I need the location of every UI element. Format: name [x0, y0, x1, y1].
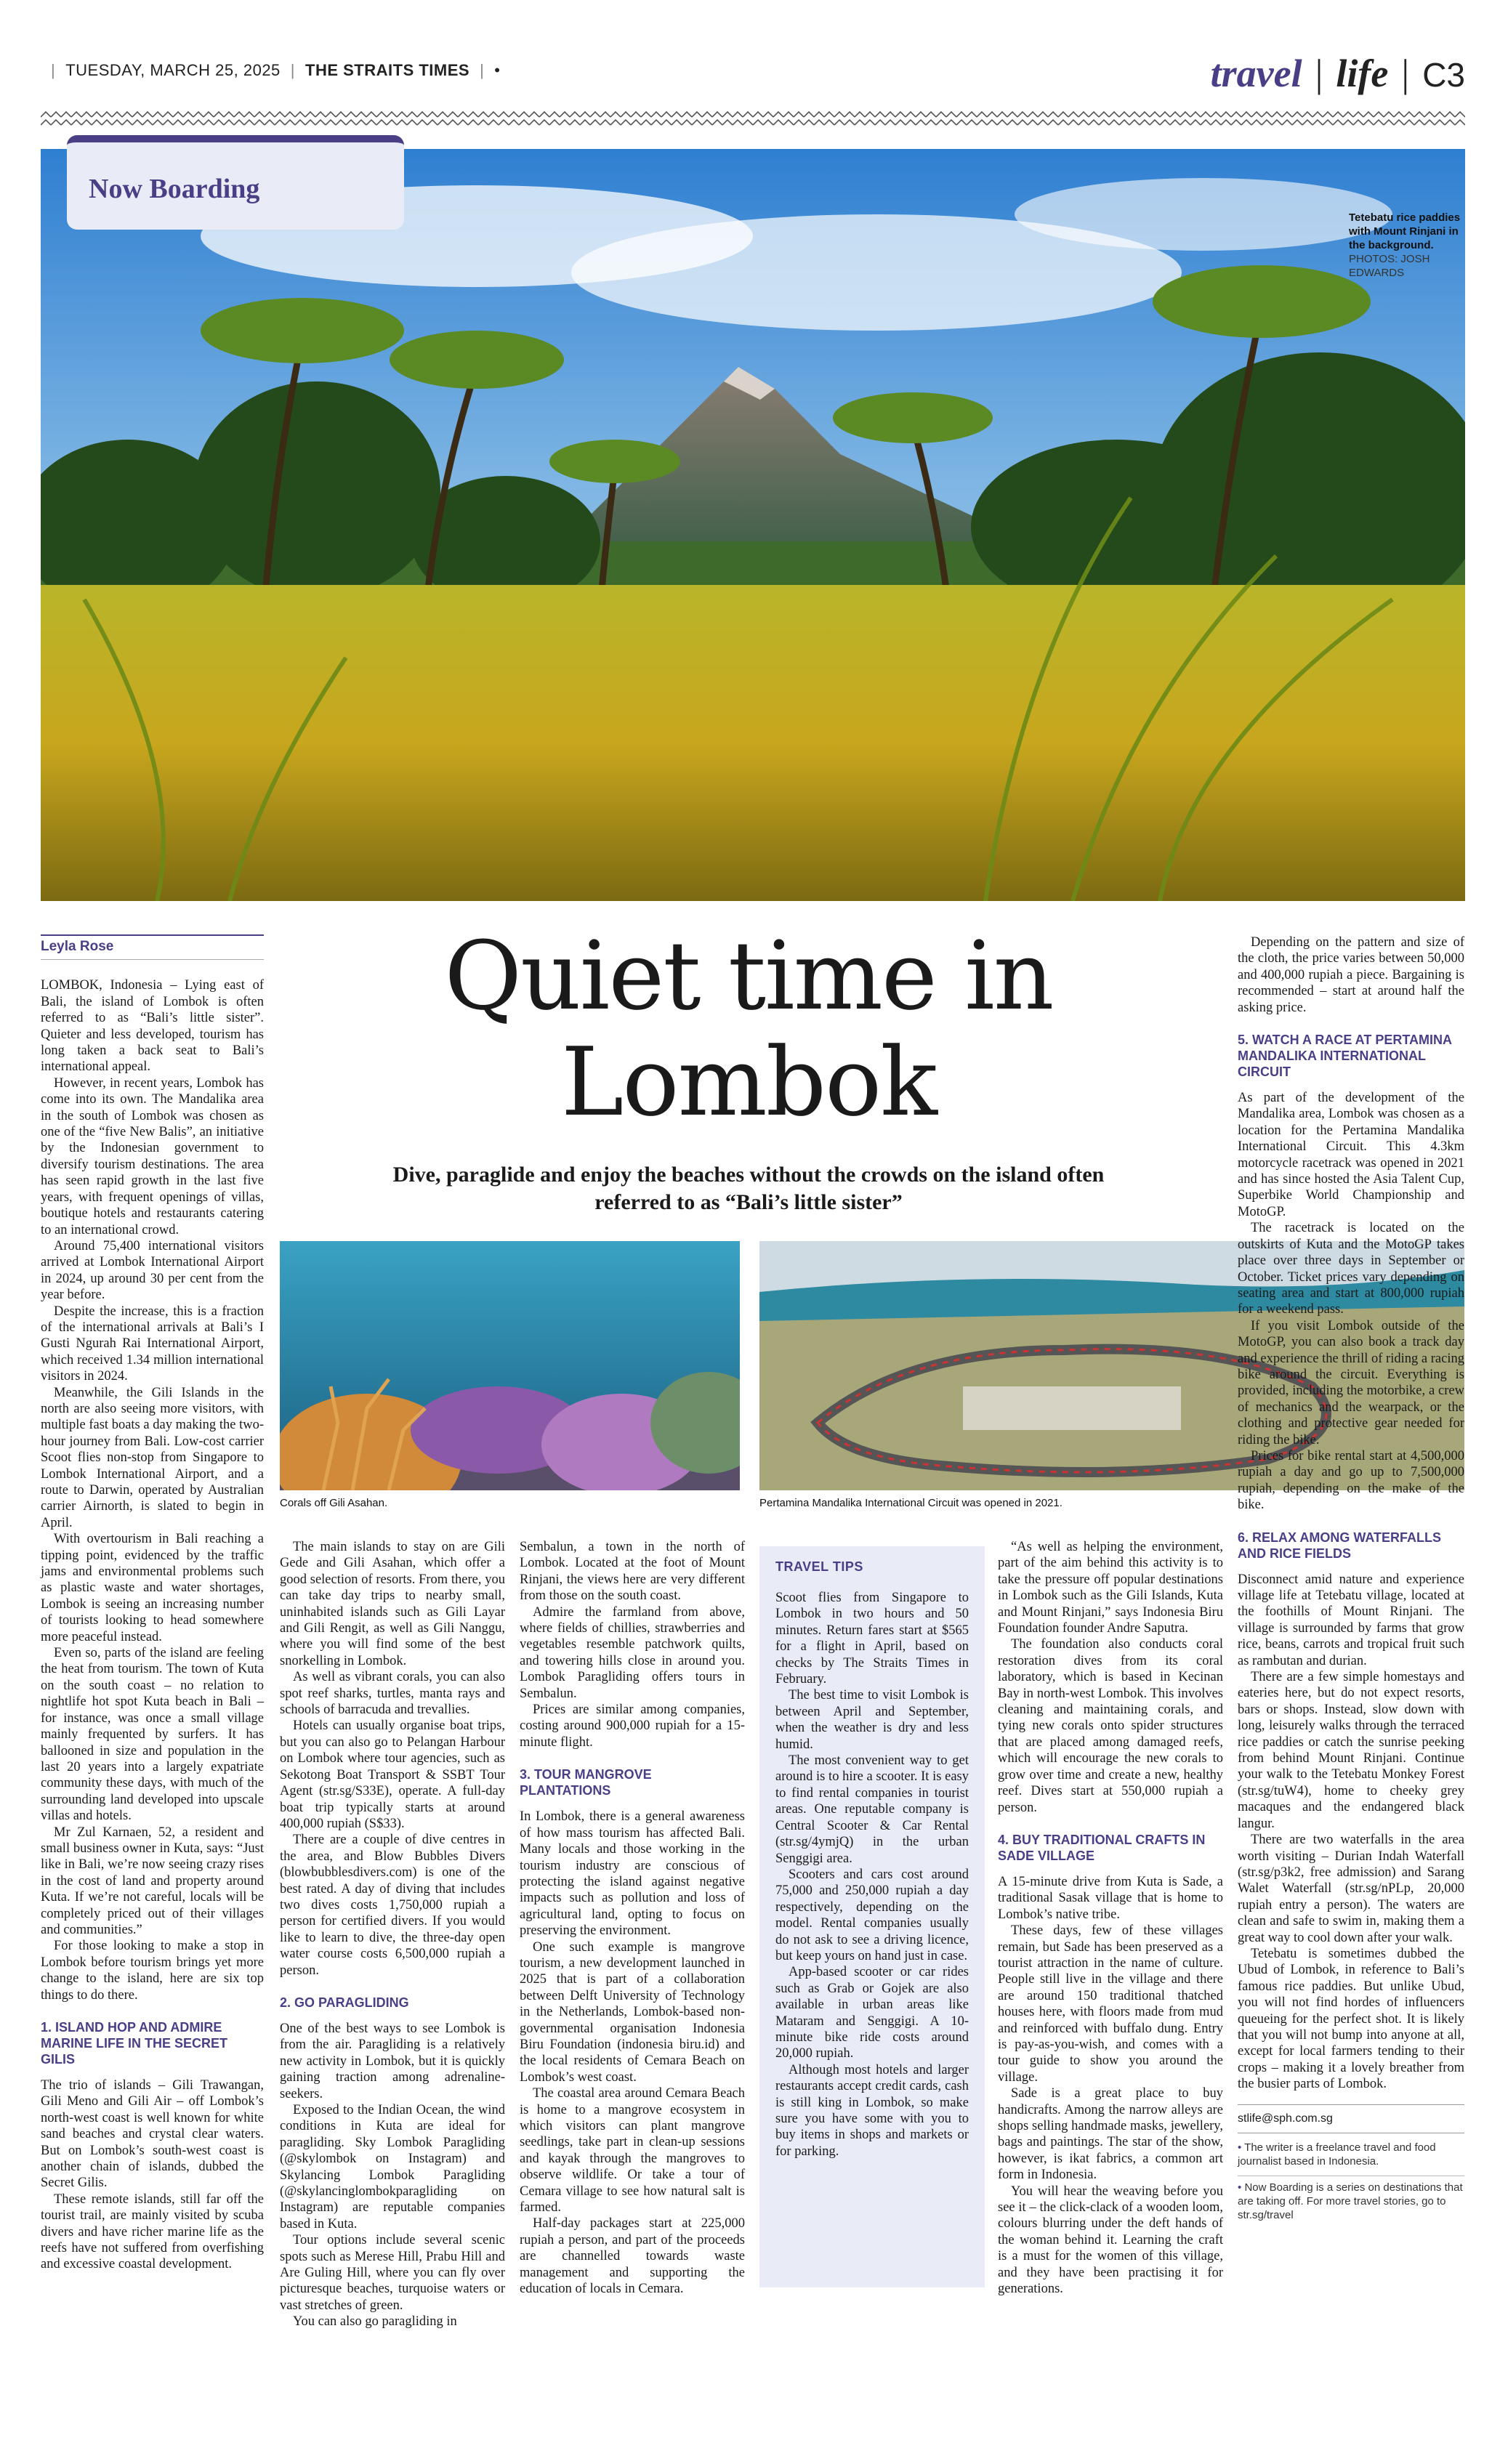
contact-email[interactable]: stlife@sph.com.sg [1238, 2104, 1464, 2133]
hero-photo [41, 149, 1465, 901]
paragraph: Admire the farmland from above, where fields of chillies, strawberries and vegetables resemble patchwork quilts, and towering hills close in around you. Lombok Paragliding offers tours in Sembalun. [520, 1604, 745, 1701]
paragraph: Meanwhile, the Gili Islands in the north are also seeing more visitors, with multiple fast boats a day making the two-hour journey from Bali. Low-cost carrier Scoot flies non-stop from Singapore to Lombok International Airport, and a route to Darwin, operated by Australian carrier Airnorth, is slated to begin in April. [41, 1385, 264, 1530]
paragraph: There are a couple of dive centres in the area, and Blow Bubbles Divers (blowbubblesdivers.com) is one of the best rated. A day of diving that includes two dives costs 1,750,000 rupiah a person for certified divers. If you would like to learn to dive, the three-day open water course costs 6,500,000 rupiah a person. [280, 1833, 505, 1978]
paragraph: You will hear the weaving before you see it – the click-clack of a wooden loom, colours blurring under the deft hands of the woman behind it. Learning the craft is a must for the women of this village, and they have been practising it for generations. [998, 2184, 1223, 2297]
paragraph: Around 75,400 international visitors arrived at Lombok International Airport in 2024, up around 30 per cent from the year before. [41, 1238, 264, 1303]
byline: Leyla Rose [41, 934, 264, 960]
section-heading-5: 5. WATCH A RACE AT PERTAMINA MANDALIKA INTERNATIONAL CIRCUIT [1238, 1033, 1452, 1080]
tip-paragraph: App-based scooter or car rides such as Grab or Gojek are also available in urban areas like Mataram and Senggigi. A 10-minute bike ride costs around 20,000 rupiah. [775, 1965, 969, 2061]
paragraph: The trio of islands – Gili Trawangan, Gili Meno and Gili Air – off Lombok’s north-west coast is well known for white sand beaches and crystal clear waters. But on Lombok’s south-west coast is another chain of islands, dubbed the Secret Gilis. [41, 2078, 264, 2191]
paragraph: You can also go paragliding in [293, 2314, 457, 2330]
paragraph: Despite the increase, this is a fraction of the international arrivals at Bali’s I Gusti Ngurah Rai International Airport, which received 1.34 million international visitors in 2024. [41, 1304, 264, 1384]
paragraph: However, in recent years, Lombok has come into its own. The Mandalika area in the south of Lombok was chosen as one of the “five New Balis”, an initiative by the Indonesian government to diversify tourism destinations. The area has seen rapid growth in the last five years, with frequent openings of villas, boutique hotels and restaurants catering to an international crowd. [41, 1075, 264, 1237]
paragraph: These remote islands, still far off the tourist trail, are mainly visited by scuba divers and have richer marine life as the reefs have not suffered from overfishing and excessive coastal development. [41, 2192, 264, 2272]
paragraph: The main islands to stay on are Gili Gede and Gili Asahan, which offer a good selection of resorts. From there, you can take day trips to nearby small, uninhabited islands such as Gili Layar and Gili Rengit, as well as Gili Nanggu, where you will find some of the best snorkelling in Lombok. [280, 1540, 505, 1668]
paragraph: “As well as helping the environment, part of the aim behind this activity is to take the pressure off popular destinations in Lombok such as the Gili Islands, Kuta and Mount Rinjani,” says Indonesia Biru Foundation founder Andre Saputra. [998, 1540, 1223, 1636]
page-number: C3 [1422, 56, 1465, 94]
paragraph: Half-day packages start at 225,000 rupiah a person, and part of the proceeds are channelled towards waste management and supporting the education of locals in Cemara. [520, 2216, 745, 2297]
paragraph: LOMBOK, Indonesia – Lying east of Bali, the island of Lombok is often referred to as “Bali’s little sister”. Quieter and less developed, tourism has long taken a back seat to Bali’s international appeal. [41, 978, 264, 1075]
rice-paddy-landscape-image [41, 149, 1465, 901]
paragraph: Prices are similar among companies, costing around 900,000 rupiah for a 15-minute flight. [520, 1702, 745, 1750]
paper-name: THE STRAITS TIMES [305, 61, 470, 79]
section-brand [1211, 51, 1465, 96]
section-divider: | [1401, 52, 1410, 95]
paragraph: In Lombok, there is a general awareness of how mass tourism has affected Bali. Many locals and those working in the tourism industry are conscious of protecting the island against negative impacts such as pollution and loss of agricultural land, opting to focus on preserving the environment. [520, 1809, 745, 1939]
tip-paragraph: Scooters and cars cost around 75,000 and 250,000 rupiah a day respectively, depending on the model. Rental companies usually do not ask to see a driving licence, but keep yours on hand just in case. [775, 1867, 969, 1963]
paragraph: Mr Zul Karnaen, 52, a resident and small business owner in Kuta, says: “Just like in Bali, we’re now seeing crazy rises in the cost of land and property around Kuta. If we’re not careful, locals will be completely priced out of their villages and communities.” [41, 1825, 264, 1937]
paragraph: Sembalun, a town in the north of Lombok. Located at the foot of Mount Rinjani, the views here are very different from those on the south coast. [520, 1540, 745, 1604]
paragraph: For those looking to make a stop in Lombok before tourism brings yet more change to the island, here are six top things to do there. [41, 1939, 264, 2003]
tip-paragraph: The most convenient way to get around is to hire a scooter. It is easy to find rental companies in tourist areas. One reputable company is Central Scooter & Car Rental (str.sg/4ymjQ) in the urban Senggigi area. [775, 1753, 969, 1866]
circuit-photo-caption: Pertamina Mandalika International Circuit was opened in 2021. [759, 1497, 1062, 1509]
now-boarding-label: Now Boarding [89, 174, 260, 204]
article-column-2 [280, 1539, 505, 2330]
headline [276, 923, 1221, 1135]
series-note [1238, 2176, 1464, 2222]
paragraph: A 15-minute drive from Kuta is Sade, a traditional Sasak village that is home to Lombok’s native tribe. [998, 1874, 1223, 1922]
zigzag-divider [41, 110, 1465, 126]
paragraph: Even so, parts of the island are feeling the heat from tourism. The town of Kuta on the south coast – no relation to nightlife hot spot Kuta beach in Bali – for instance, was once a small village mainly frequented by surfers. It has ballooned in size and population in the last 20 years into a largely expatriate community these days, with much of the surrounding land developed into upscale villas and hotels. [41, 1646, 264, 1824]
paragraph: The coastal area around Cemara Beach is home to a mangrove ecosystem in which visitors can plant mangrove seedlings, take part in clean-up sessions and kayak through the mangroves to observe wildlife. Or take a tour of Cemara village to see how natural salt is farmed. [520, 2086, 745, 2215]
paragraph: Sade is a great place to buy handicrafts. Among the narrow alleys are shops selling handmade masks, jewellery, bags and paintings. The star of the show, however, is ikat fabrics, a common art form in Indonesia. [998, 2086, 1223, 2183]
article-column-6 [1238, 934, 1464, 2222]
section-travel: travel [1210, 52, 1302, 95]
section-heading-6: 6. RELAX AMONG WATERFALLS AND RICE FIELDS [1238, 1530, 1442, 1561]
rule-mark: | [480, 61, 485, 79]
section-life: life [1336, 52, 1389, 95]
paragraph: Hotels can usually organise boat trips, but you can also go to Pelangan Harbour on Lombok where tour agencies, such as Sekotong Boat Transport & SSBT Tour Agent (str.sg/S33E), operate. A full-day boat trip typically starts at around 400,000 rupiah (S$33). [280, 1718, 505, 1831]
coral-reef-image [280, 1241, 740, 1490]
dot-mark: • [494, 61, 501, 79]
paragraph: Tetebatu is sometimes dubbed the Ubud of Lombok, in reference to Bali’s famous rice paddies. But unlike Ubud, you will not find hordes of influencers queueing for the perfect shot. It is likely that you will not bump into anyone at all, except for local farmers tending to their crops – making it a lovely breather from the busier parts of Lombok. [1238, 1946, 1464, 2092]
section-heading-4: 4. BUY TRADITIONAL CRAFTS IN SADE VILLAGE [998, 1832, 1206, 1863]
paragraph: As well as vibrant corals, you can also spot reef sharks, turtles, manta rays and schools of barracuda and trevallies. [280, 1670, 505, 1718]
tip-paragraph: Although most hotels and larger restaurants accept credit cards, cash is still king in Lombok, so make sure you have some with you to buy items in shops and markets or for parking. [775, 2062, 969, 2159]
paragraph: The foundation also conducts coral restoration dives from its coral laboratory, which is based in Kecinan Bay in north-west Lombok. This involves cleaning and maintaining corals, and tying new corals onto spider structures that are placed among damaged reefs, which will encourage the new corals to grow over time and create a new, healthy reef. Dives start at 550,000 rupiah a person. [998, 1637, 1223, 1815]
issue-date: TUESDAY, MARCH 25, 2025 [65, 61, 281, 79]
rule-mark: | [290, 61, 296, 79]
paragraph: There are two waterfalls in the area worth visiting – Durian Indah Waterfall (str.sg/p3k2, free admission) and Sarang Walet Waterfall (str.sg/nPLp, 20,000 rupiah entry a person). The waters are clean and safe to swim in, making them a great way to cool down after your walk. [1238, 1833, 1464, 1945]
paragraph: Tour options include several scenic spots such as Merese Hill, Prabu Hill and Are Guling Hill, where you can fly over picturesque beaches, turquoise waters or vast stretches of green. [280, 2233, 505, 2313]
now-boarding-tag [67, 135, 404, 230]
photo-credit: PHOTOS: JOSH EDWARDS [1349, 253, 1430, 279]
section-divider: | [1315, 52, 1323, 95]
rule-mark: | [51, 61, 56, 79]
bullet-mark: • [1238, 2141, 1242, 2154]
masthead [41, 54, 1465, 93]
paragraph: As part of the development of the Mandalika area, Lombok was chosen as a location for the Pertamina Mandalika International Circuit. This 4.3km motorcycle racetrack was opened in 2021 and has since hosted the Asia Talent Cup, Superbike World Championship and MotoGP. [1238, 1091, 1464, 1219]
section-heading-3: 3. TOUR MANGROVE PLANTATIONS [520, 1767, 652, 1798]
headline-line-2: Lombok [560, 1027, 937, 1137]
tip-paragraph: The best time to visit Lombok is between April and September, when the weather is dry and less humid. [775, 1688, 969, 1752]
travel-tips-box [759, 1546, 985, 2287]
travel-tips-body [775, 1590, 969, 2160]
paragraph: Disconnect amid nature and experience village life at Tetebatu village, located at the foothills of Mount Rinjani. The village is surrounded by farms that grow rice, beans, carrots and tropical fruit such as rambutan and durian. [1238, 1572, 1464, 1668]
dateline [41, 61, 501, 80]
paragraph: If you visit Lombok outside of the MotoGP, you can also book a track day and experience the thrill of riding a racing bike around the circuit. Everything is provided, including the motorbike, a crew of mechanics and the wearpack, or the clothing and protective gear needed for riding the bike. [1238, 1318, 1464, 1447]
paragraph: There are a few simple homestays and eateries here, but do not expect resorts, bars or shops. Instead, slow down with long, leisurely walks through the terraced rice paddies or catch the sunrise peeking from behind Mount Rinjani. Continue your walk to the Tetebatu Monkey Forest (str.sg/tuW4), home to cheeky grey macaques and the endangered black langur. [1238, 1670, 1464, 1831]
paragraph: One of the best ways to see Lombok is from the air. Paragliding is a relatively new activity in Lombok, but it is quickly gaining traction among adrenaline-seekers. [280, 2021, 505, 2101]
paragraph: These days, few of these villages remain, but Sade has been preserved as a tourist attraction in the name of culture. People still live in the village and there are around 150 traditional thatched houses here, with floors made from mud and reinforced with buffalo dung. Entry is pay-as-you-wish, and comes with a tour guide to show you around the village. [998, 1923, 1223, 2085]
hero-caption-title: Tetebatu rice paddies with Mount Rinjani in the background. [1349, 211, 1461, 251]
headline-line-1: Quiet time in [444, 921, 1053, 1031]
coral-photo [280, 1241, 740, 1490]
hero-caption [1349, 211, 1465, 280]
writer-note-text: The writer is a freelance travel and food journalist based in Indonesia. [1238, 2141, 1436, 2168]
paragraph: With overtourism in Bali reaching a tipping point, evidenced by the traffic jams and environmental problems such as plastic waste and water shortages, Lombok is seeing an increasing number of tourists looking to head somewhere more peaceful instead. [41, 1532, 264, 1644]
travel-tips-title: TRAVEL TIPS [775, 1559, 863, 1574]
paragraph: Exposed to the Indian Ocean, the wind conditions in Kuta are ideal for paragliding. Sky Lombok Paragliding (@skylombok on Instagram) and Skylancing Lombok Paragliding (@skylancinglombokparagliding on Instagram) are reputable companies based in Kuta. [280, 2103, 505, 2231]
paragraph: The racetrack is located on the outskirts of Kuta and the MotoGP takes place over three days in September or October. Ticket prices vary depending on seating area and start at 800,000 rupiah for a weekend pass. [1238, 1221, 1464, 1317]
standfirst: Dive, paraglide and enjoy the beaches without the crowds on the island often referred to as “Bali’s little sister” [392, 1163, 1105, 1214]
tip-paragraph: Scoot flies from Singapore to Lombok in two hours and 50 minutes. Return fares start at $565 for a flight in April, based on checks by The Straits Times in February. [775, 1591, 969, 1687]
article-column-1 [41, 934, 264, 2273]
paragraph: One such example is mangrove tourism, a new development launched in 2025 that is part of a collaboration between Delft University of Technology in the Netherlands, Lombok-based non-governmental organisation Indonesia Biru Foundation (indonesia biru.id) and the local residents of Cemara Beach on Lombok’s west coast. [520, 1939, 745, 2085]
writer-note [1238, 2141, 1464, 2168]
article-column-3 [520, 1539, 745, 2297]
section-heading-2: 2. GO PARAGLIDING [280, 1995, 409, 2010]
coral-photo-caption: Corals off Gili Asahan. [280, 1497, 388, 1509]
bullet-mark: • [1238, 2181, 1242, 2194]
paragraph: Depending on the pattern and size of the cloth, the price varies between 50,000 and 400,000 rupiah a piece. Bargaining is recommended – start at around half the asking price. [1238, 935, 1464, 1015]
article-column-5 [998, 1539, 1223, 2297]
section-heading-1: 1. ISLAND HOP AND ADMIRE MARINE LIFE IN THE SECRET GILIS [41, 2020, 228, 2067]
series-note-text: Now Boarding is a series on destinations that are taking off. For more travel stories, go to str.sg/travel [1238, 2181, 1463, 2221]
paragraph: Prices for bike rental start at 4,500,000 rupiah a day and go up to 7,500,000 rupiah, depending on the make of the bike. [1238, 1448, 1464, 1513]
